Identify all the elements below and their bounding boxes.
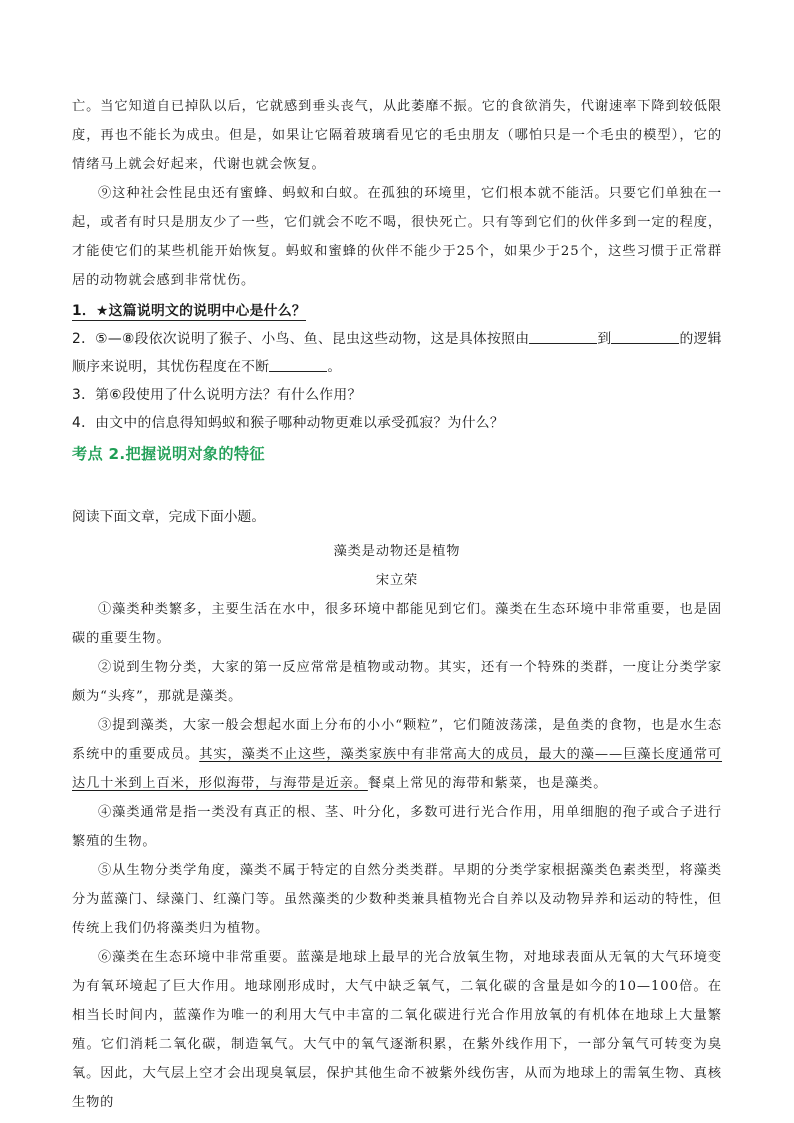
passage2-paragraph-6: ⑥藻类在生态环境中非常重要。蓝藻是地球上最早的光合放氧生物，对地球表面从无氧的大气环境变为有氧环境起了巨大作用。地球刚形成时，大气中缺乏氧气，二氧化碳的含量是如今的10—100倍。在相当长时间内，蓝藻作为唯一的利用大气中丰富的二氧化碳进行光合作用放氧的有机体在地球上大量繁殖。它们消耗二氧化碳，制造氧气。大气中的氧气逐渐积累，在紫外线作用下，一部分氧气可转变为臭氧。因此，大气层上空才会出现臭氧层，保护其他生命不被紫外线伤害，从而为地球上的需氧生物、真核生物的: [72, 950, 722, 1110]
question-1-number: 1．: [72, 303, 96, 319]
passage1-paragraph-9: ⑨这种社会性昆虫还有蜜蜂、蚂蚁和白蚁。在孤独的环境里，它们根本就不能活。只要它们单独在一起，或者有时只是朋友少了一些，它们就会不吃不喝，很快死亡。只有等到它们的伙伴多到一定的程度，才能使它们的某些机能开始恢复。蚂蚁和蜜蜂的伙伴不能少于25个，如果少于25个，这些习惯于正常群居的动物就会感到非常忧伤。: [72, 186, 722, 288]
question-2-text-b: 到: [597, 331, 612, 347]
article-title: 藻类是动物还是植物: [333, 544, 461, 559]
passage2-paragraph-3: [72, 711, 722, 798]
document-page: [72, 92, 722, 1117]
article-author: 宋立荣: [375, 573, 419, 588]
paragraph-3-underlined-sentence: 其实，藻类不止这些，藻类家族中有非常高大的成员，最大的藻——巨藻长度通常可达几十米到上百米，形似海带，与海带是近亲。: [72, 747, 723, 791]
question-1-underlined: [72, 303, 306, 321]
questions-group-1: [72, 297, 722, 437]
passage2-paragraph-2: ②说到生物分类，大家的第一反应常常是植物或动物。其实，还有一个特殊的类群，一度让分类学家颇为“头疼”，那就是藻类。: [72, 660, 722, 704]
question-1-text: ★这篇说明文的说明中心是什么？: [96, 303, 307, 319]
passage2-paragraph-5: ⑤从生物分类学角度，藻类不属于特定的自然分类类群。早期的分类学家根据藻类色素类型，将藻类分为蓝藻门、绿藻门、红藻门等。虽然藻类的少数种类兼具植物光合自养以及动物异养和运动的特性，但传统上我们仍将藻类归为植物。: [72, 863, 722, 936]
question-2-text-c: 的逻辑顺序来说明，其忧伤程度在不断: [72, 331, 722, 375]
paragraph-3-text-a: ③提到藻类，大家一般会想起水面上分布的小小“颗粒”，它们随波荡漾，是鱼类的食物，也是水生态系统中的重要成员。: [72, 718, 722, 762]
passage2-paragraph-1: ①藻类种类繁多，主要生活在水中，很多环境中都能见到它们。藻类在生态环境中非常重要，也是固碳的重要生物。: [72, 602, 722, 646]
question-2-text-a: 2．⑤—⑧段依次说明了猴子、小鸟、鱼、昆虫这些动物，这是具体按照由: [72, 331, 530, 347]
question-3: 3．第⑥段使用了什么说明方法？有什么作用？: [72, 387, 362, 403]
instruction-text: 阅读下面文章，完成下面小题。: [72, 509, 266, 525]
answer-blank-3[interactable]: [269, 357, 327, 372]
question-4: 4．由文中的信息得知蚂蚁和猴子哪种动物更难以承受孤寂？为什么？: [72, 415, 504, 431]
question-2-text-d: 。: [327, 359, 342, 375]
answer-blank-2[interactable]: [611, 329, 679, 344]
question-2: [72, 325, 722, 381]
section-title: 考点 2.把握说明对象的特征: [72, 445, 265, 463]
question-1: [72, 297, 722, 325]
paragraph-3-text-b: 餐桌上常见的海带和紫菜，也是藻类。: [367, 776, 608, 791]
passage1-paragraph-continued: 亡。当它知道自已掉队以后，它就感到垂头丧气，从此萎靡不振。它的食欲消失，代谢速率下降到较低限度，再也不能长为成虫。但是，如果让它隔着玻璃看见它的毛虫朋友（哪怕只是一个毛虫的模型），它的情绪马上就会好起来，代谢也就会恢复。: [72, 99, 722, 172]
answer-blank-1[interactable]: [529, 329, 597, 344]
passage2-paragraph-4: ④藻类通常是指一类没有真正的根、茎、叶分化，多数可进行光合作用，用单细胞的孢子或合子进行繁殖的生物。: [72, 805, 722, 849]
